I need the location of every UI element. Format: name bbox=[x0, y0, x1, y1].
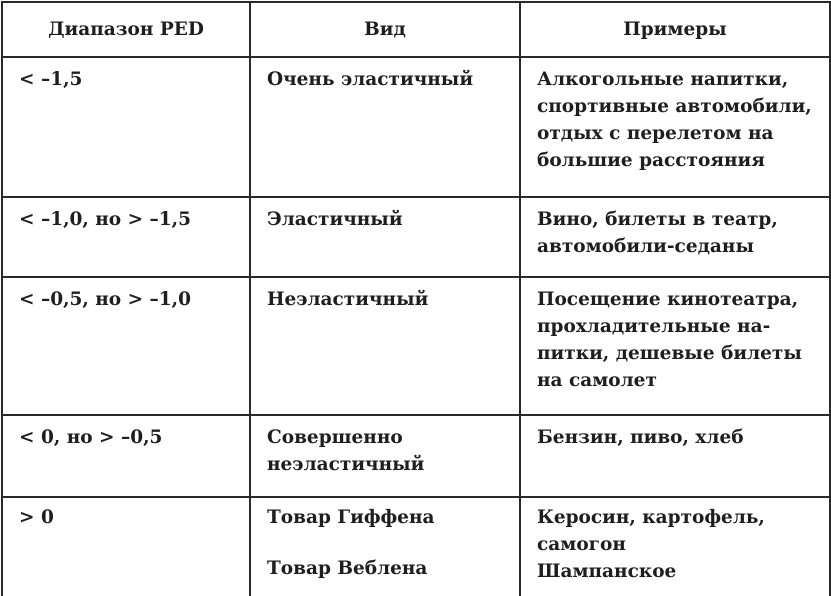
cell-examples bbox=[520, 497, 830, 596]
examples-line: питки, дешевые билеты bbox=[537, 343, 802, 364]
examples-line: Вино, билеты в театр, bbox=[537, 209, 778, 230]
cell-range: > 0 bbox=[2, 497, 250, 596]
table-row bbox=[2, 277, 830, 415]
header-range: Диапазон PED bbox=[2, 2, 250, 57]
cell-kind bbox=[250, 277, 520, 415]
examples-line: самогон bbox=[537, 534, 626, 555]
cell-examples bbox=[520, 415, 830, 497]
examples-line: большие расстояния bbox=[537, 150, 765, 171]
kind-line: Совершенно bbox=[267, 427, 403, 448]
ped-table bbox=[1, 1, 831, 596]
examples-line: Бензин, пиво, хлеб bbox=[537, 427, 744, 448]
examples-line: автомобили-седаны bbox=[537, 236, 754, 257]
examples-line: спортивные автомобили, bbox=[537, 96, 812, 117]
table-row bbox=[2, 497, 830, 596]
table-row bbox=[2, 57, 830, 197]
header-kind: Вид bbox=[250, 2, 520, 57]
cell-kind bbox=[250, 415, 520, 497]
table-row bbox=[2, 197, 830, 277]
header-examples: Примеры bbox=[520, 2, 830, 57]
examples-line: Алкогольные напитки, bbox=[537, 69, 789, 90]
cell-range: < –0,5, но > –1,0 bbox=[2, 277, 250, 415]
kind-line: Эластичный bbox=[267, 209, 403, 230]
cell-examples bbox=[520, 57, 830, 197]
kind-giffen: Товар Гиффена bbox=[267, 507, 435, 528]
kind-line: Неэластичный bbox=[267, 289, 429, 310]
examples-line: Посещение кинотеатра, bbox=[537, 289, 799, 310]
cell-examples bbox=[520, 197, 830, 277]
cell-kind bbox=[250, 57, 520, 197]
cell-range: < –1,0, но > –1,5 bbox=[2, 197, 250, 277]
cell-kind bbox=[250, 197, 520, 277]
cell-range: < 0, но > –0,5 bbox=[2, 415, 250, 497]
header-row bbox=[2, 2, 830, 57]
cell-examples bbox=[520, 277, 830, 415]
kind-line: Очень эластичный bbox=[267, 69, 474, 90]
examples-line: прохладительные на- bbox=[537, 316, 771, 337]
table-row bbox=[2, 415, 830, 497]
kind-spacer bbox=[267, 531, 511, 555]
cell-range: < –1,5 bbox=[2, 57, 250, 197]
examples-line: Шампанское bbox=[537, 561, 677, 582]
examples-line: отдых с перелетом на bbox=[537, 123, 774, 144]
kind-veblen: Товар Веблена bbox=[267, 558, 428, 579]
kind-line: неэластичный bbox=[267, 454, 425, 475]
cell-kind bbox=[250, 497, 520, 596]
examples-line: на самолет bbox=[537, 370, 657, 391]
examples-line: Керосин, картофель, bbox=[537, 507, 765, 528]
